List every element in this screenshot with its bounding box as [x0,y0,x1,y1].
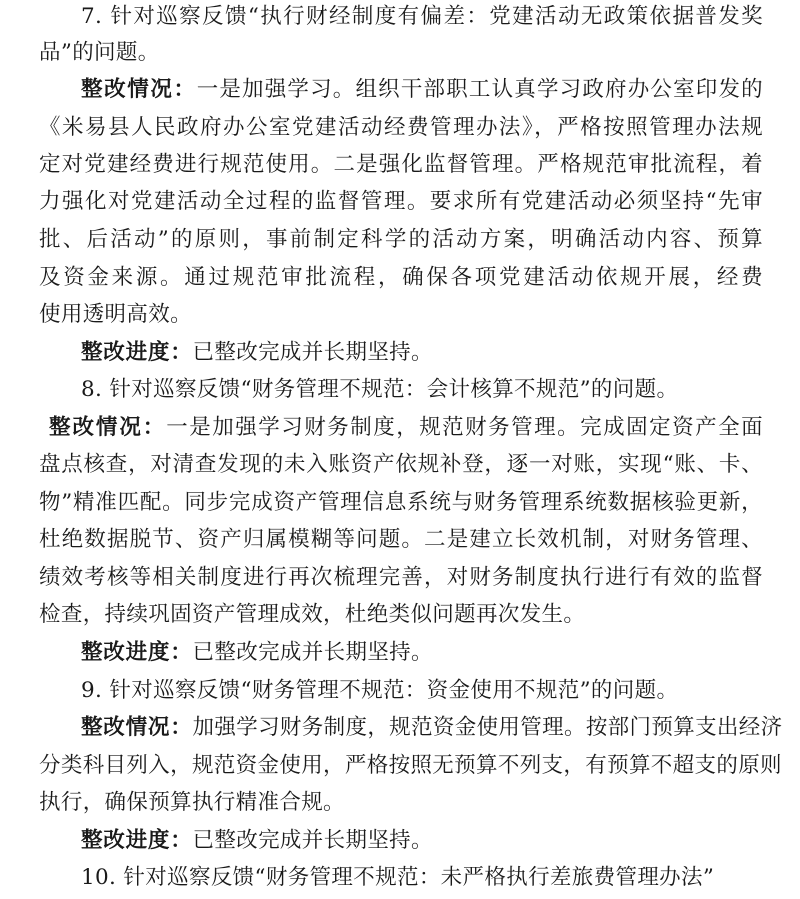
section-8-status-line-6: 检查，持续巩固资产管理成效，杜绝类似问题再次发生。 [39,602,586,627]
section-9-progress-label: 整改进度： [81,828,193,853]
section-9-progress-line [81,826,763,856]
section-8-status-line-5: 绩效考核等相关制度进行再次梳理完善，对财务制度执行进行有效的监督 [39,565,763,590]
section-8-status-line-1 [49,413,763,443]
section-8-status-line-2: 盘点核查，对清查发现的未入账资产依规补登，逐一对账，实现“账、卡、 [39,452,763,477]
section-7-status-line-7: 使用透明高效。 [39,302,192,327]
section-8-status-line-3: 物”精准匹配。同步完成资产管理信息系统与财务管理系统数据核验更新， [39,490,763,515]
section-7-progress-label: 整改进度： [81,340,193,365]
section-9-heading-line-1: 9. 针对巡察反馈“财务管理不规范：资金使用不规范”的问题。 [81,678,679,703]
section-9-status-text: 加强学习财务制度，规范资金使用管理。按部门预算支出经济 [192,715,783,740]
section-9-status-label: 整改情况： [81,715,193,740]
section-10-heading-line-1: 10. 针对巡察反馈“财务管理不规范：未严格执行差旅费管理办法” [81,865,715,890]
section-8-heading-line-1: 8. 针对巡察反馈“财务管理不规范：会计核算不规范”的问题。 [81,377,679,402]
section-9-status-line-2: 分类科目列入，规范资金使用，严格按照无预算不列支，有预算不超支的原则 [39,753,782,778]
section-7-progress-value: 已整改完成并长期坚持。 [192,340,433,365]
section-9-status-line-3: 执行，确保预算执行精准合规。 [39,790,345,815]
section-7-status-line-5: 批、后活动”的原则，事前制定科学的活动方案，明确活动内容、预算 [39,227,763,252]
section-8-status-text: 一是加强学习财务制度，规范财务管理。完成固定资产全面 [166,415,763,440]
section-9-status-line-1 [81,713,783,743]
section-7-status-line-2: 《米易县人民政府办公室党建活动经费管理办法》，严格按照管理办法规 [39,115,763,140]
section-7-status-line-3: 定对党建经费进行规范使用。二是强化监督管理。严格规范审批流程，着 [39,152,763,177]
section-7-status-line-4: 力强化对党建活动全过程的监督管理。要求所有党建活动必须坚持“先审 [39,189,763,214]
section-7-status-label: 整改情况： [81,77,197,102]
section-8-progress-label: 整改进度： [81,640,193,665]
section-7-status-line-6: 及资金来源。通过规范审批流程，确保各项党建活动依规开展，经费 [39,265,763,290]
section-7-heading-line-2: 品”的问题。 [39,40,160,65]
section-8-status-label: 整改情况： [49,415,167,440]
section-7-status-line-1 [81,75,763,105]
section-7-progress-line [81,338,763,368]
section-9-progress-value: 已整改完成并长期坚持。 [192,828,433,853]
section-8-progress-value: 已整改完成并长期坚持。 [192,640,433,665]
section-8-progress-line [81,638,763,668]
section-7-status-text: 一是加强学习。组织干部职工认真学习政府办公室印发的 [196,77,763,102]
section-8-status-line-4: 杜绝数据脱节、资产归属模糊等问题。二是建立长效机制，对财务管理、 [39,527,763,552]
section-7-heading-line-1: 7. 针对巡察反馈“执行财经制度有偏差：党建活动无政策依据普发奖 [81,4,763,29]
